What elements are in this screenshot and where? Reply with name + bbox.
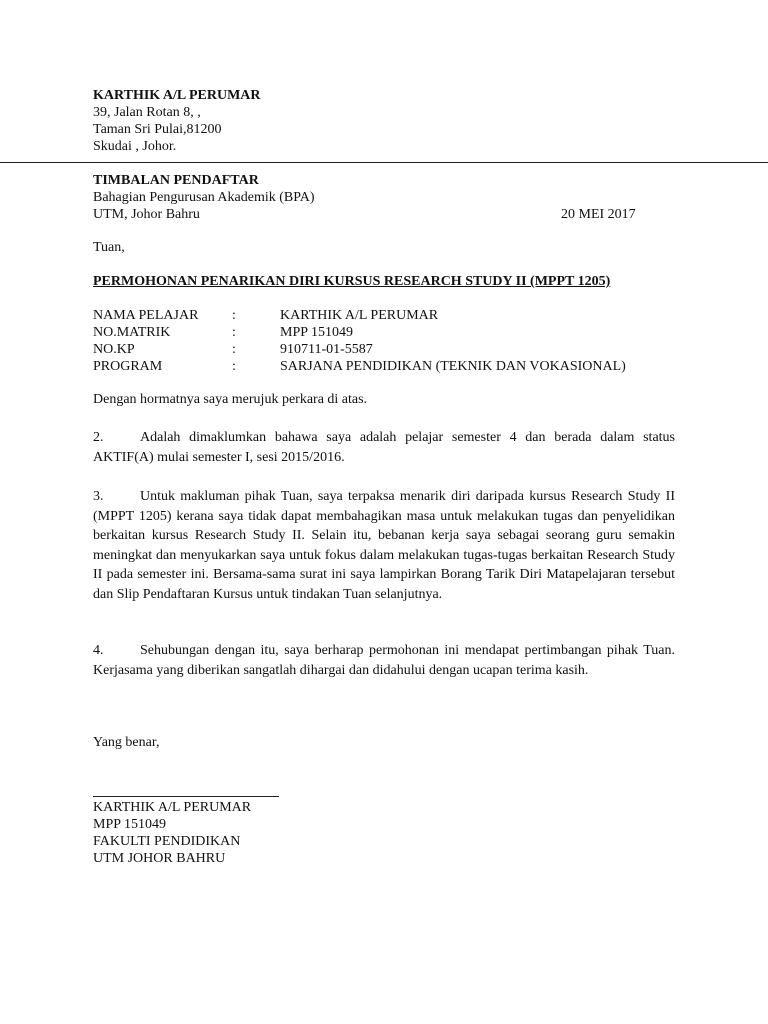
detail-separator: : xyxy=(232,325,236,340)
salutation: Tuan, xyxy=(93,240,125,255)
sender-address-line: Skudai , Johor. xyxy=(93,139,177,154)
detail-separator: : xyxy=(232,308,236,323)
signatory-institution: UTM JOHOR BAHRU xyxy=(93,851,226,866)
detail-value: 910711-01-5587 xyxy=(280,342,373,357)
detail-value: KARTHIK A/L PERUMAR xyxy=(280,308,439,323)
detail-value: SARJANA PENDIDIKAN (TEKNIK DAN VOKASIONAL) xyxy=(280,359,626,374)
detail-separator: : xyxy=(232,342,236,357)
paragraph-number: 4. xyxy=(93,643,104,658)
closing: Yang benar, xyxy=(93,735,160,750)
paragraph-number: 2. xyxy=(93,430,104,445)
paragraph-4 xyxy=(93,641,675,680)
detail-separator: : xyxy=(232,359,236,374)
signatory-name: KARTHIK A/L PERUMAR xyxy=(93,800,252,815)
letter-date: 20 MEI 2017 xyxy=(561,207,636,222)
paragraph-2 xyxy=(93,428,675,467)
sender-address-line: 39, Jalan Rotan 8, , xyxy=(93,105,201,120)
detail-label: NO.KP xyxy=(93,342,135,357)
recipient-title: TIMBALAN PENDAFTAR xyxy=(93,173,259,188)
opening-sentence: Dengan hormatnya saya merujuk perkara di atas. xyxy=(93,392,368,407)
paragraph-text: Adalah dimaklumkan bahawa saya adalah pelajar semester 4 dan berada dalam status AKTIF(A) mulai semester I, sesi 2015/2016. xyxy=(93,430,675,465)
sender-address-line: Taman Sri Pulai,81200 xyxy=(93,122,222,137)
recipient-line: UTM, Johor Bahru xyxy=(93,207,200,222)
paragraph-number: 3. xyxy=(93,489,104,504)
sender-name: KARTHIK A/L PERUMAR xyxy=(93,88,261,103)
letter-subject: PERMOHONAN PENARIKAN DIRI KURSUS RESEARCH STUDY II (MPPT 1205) xyxy=(93,274,611,289)
header-divider xyxy=(0,162,768,163)
detail-label: PROGRAM xyxy=(93,359,163,374)
recipient-line: Bahagian Pengurusan Akademik (BPA) xyxy=(93,190,315,205)
signature-line xyxy=(93,796,279,797)
detail-value: MPP 151049 xyxy=(280,325,354,340)
detail-label: NO.MATRIK xyxy=(93,325,171,340)
paragraph-text: Sehubungan dengan itu, saya berharap permohonan ini mendapat pertimbangan pihak Tuan. Kerjasama yang diberikan sangatlah dihargai dan didahului dengan ucapan terima kasih. xyxy=(93,643,675,678)
signatory-faculty: FAKULTI PENDIDIKAN xyxy=(93,834,241,849)
paragraph-3 xyxy=(93,487,675,605)
signatory-id: MPP 151049 xyxy=(93,817,167,832)
paragraph-text: Untuk makluman pihak Tuan, saya terpaksa menarik diri daripada kursus Research Study II (MPPT 1205) kerana saya tidak dapat membahagikan masa untuk melakukan tugas dan penyelidikan berkaitan kursus Research Study II. Selain itu, bebanan kerja saya sebagai seorang guru semakin meningkat dan menyukarkan saya untuk fokus dalam melakukan tugas-tugas berkaitan Research Study II pada semester ini. Bersama-sama surat ini saya lampirkan Borang Tarik Diri Matapelajaran tersebut dan Slip Pendaftaran Kursus untuk tindakan Tuan selanjutnya. xyxy=(93,489,675,602)
detail-label: NAMA PELAJAR xyxy=(93,308,199,323)
